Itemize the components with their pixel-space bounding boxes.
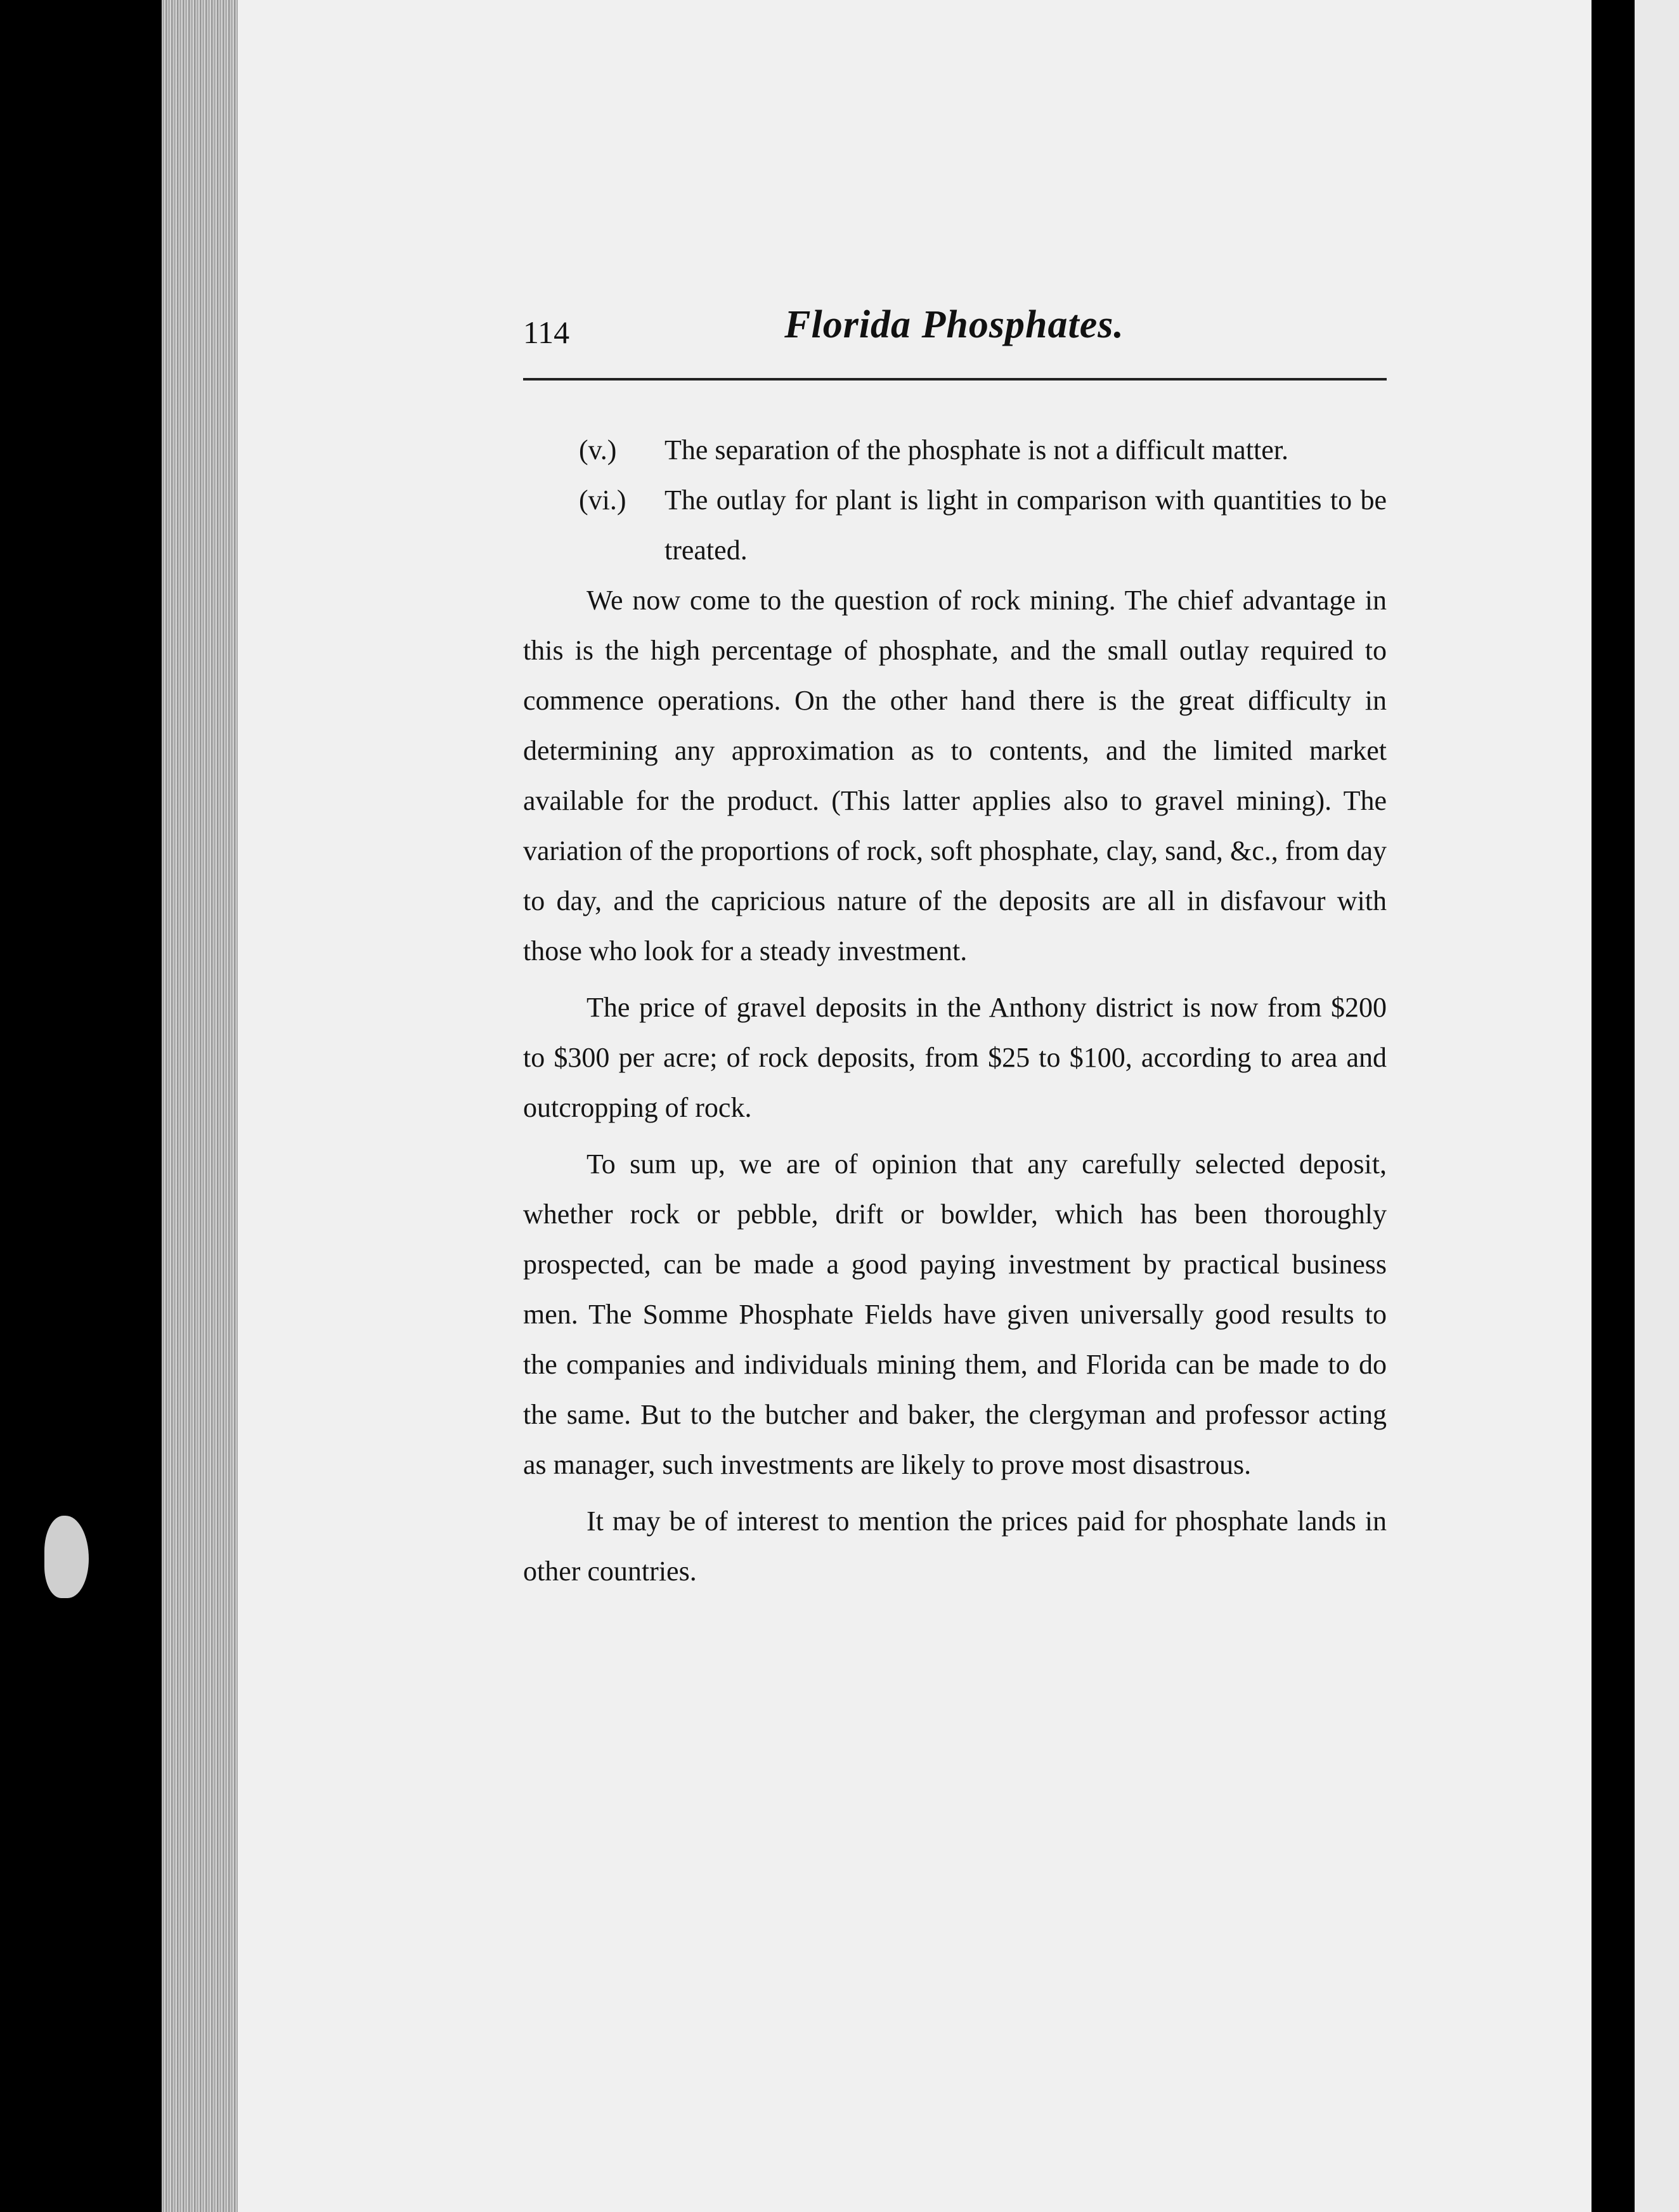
facing-page-edge xyxy=(1635,0,1679,2212)
list-text: The outlay for plant is light in comparison with quantities to be treated. xyxy=(664,485,1387,566)
list-item xyxy=(523,425,1387,475)
running-head xyxy=(523,301,1385,371)
paragraph-prices: The price of gravel deposits in the Anthony district is now from $200 to $300 per acre; of rock deposits, from $25 to $100, according to area and outcropping of rock. xyxy=(523,992,1387,1123)
book-title: Florida Phosphates. xyxy=(784,303,1124,346)
scan-artifact xyxy=(44,1516,89,1598)
book-page-edges xyxy=(162,0,238,2212)
page-number: 114 xyxy=(523,315,570,350)
list-item xyxy=(523,475,1387,575)
list-text: The separation of the phosphate is not a difficult matter. xyxy=(664,434,1289,465)
body-text xyxy=(523,425,1387,1603)
paragraph-summary: To sum up, we are of opinion that any carefully selected deposit, whether rock or pebble, drift or bowlder, which has been thoroughly prospected, can be made a good paying investment by practical business men. The Somme Phosphate Fields have given universally good results to the companies and individuals mining them, and Florida can be made to do the same. But to the butcher and baker, the clergyman and professor acting as manager, such investments are likely to prove most disastrous. xyxy=(523,1148,1387,1480)
list-marker: (vi.) xyxy=(579,485,626,516)
header-rule xyxy=(523,378,1387,381)
paragraph-other-countries: It may be of interest to mention the prices paid for phosphate lands in other countries. xyxy=(523,1506,1387,1587)
list-marker: (v.) xyxy=(579,434,617,465)
paragraph-rock-mining: We now come to the question of rock mining. The chief advantage in this is the high percentage of phosphate, and the small outlay required to commence operations. On the other hand there is the great difficulty in determining any approximation as to contents, and the limited market available for the product. (This latter applies also to gravel mining). The variation of the proportions of rock, soft phosphate, clay, sand, &c., from day to day, and the capricious nature of the deposits are all in disfavour with those who look for a steady investment. xyxy=(523,585,1387,966)
